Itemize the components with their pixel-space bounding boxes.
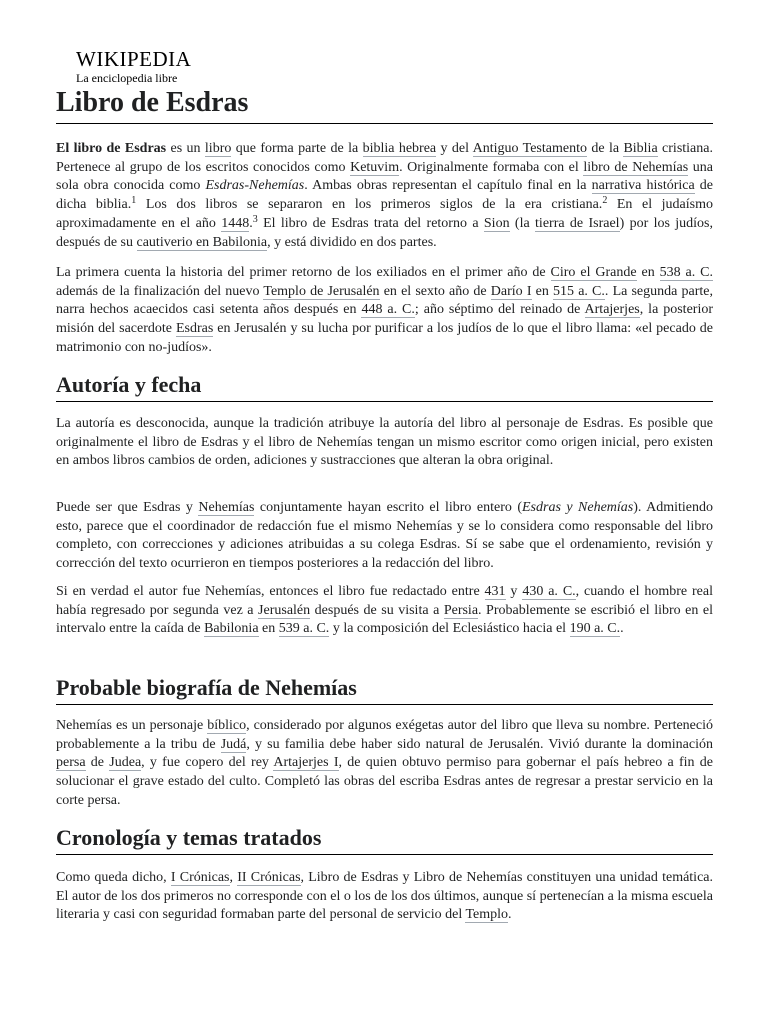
article-link[interactable]: Babilonia — [204, 621, 259, 637]
text-run: Nehemías es un personaje — [56, 718, 208, 733]
text-run: En el judaísmo aproximadamente en el año — [56, 197, 713, 231]
article-link[interactable]: Templo de Jerusalén — [263, 283, 380, 299]
article-link[interactable]: libro — [204, 141, 232, 156]
text-run: . Probablemente se escribió el libro en el intervalo entre la caída de — [56, 602, 713, 637]
article-link[interactable]: tierra de Israel — [535, 215, 620, 231]
reference-marker[interactable]: 3 — [252, 213, 258, 225]
text-run: en — [258, 621, 279, 637]
article-link[interactable]: Jerusalén — [258, 602, 311, 618]
text-run: . — [249, 215, 253, 231]
article-link[interactable]: 538 a. C. — [659, 265, 714, 280]
text-run: , la posterior misión del sacerdote — [56, 302, 713, 337]
text-run: de — [85, 755, 110, 771]
text-run: . La segunda parte, narra hechos acaecidos casi setenta años después en — [56, 283, 713, 318]
article-link[interactable]: Esdras — [175, 321, 214, 337]
article-link[interactable]: Nehemías — [198, 500, 255, 515]
article-link[interactable]: 539 a. C. — [278, 621, 330, 637]
text-run: en el sexto año de — [379, 283, 491, 299]
text-run: El libro de Esdras trata del retorno a — [257, 215, 484, 231]
text-run: de dicha biblia. — [56, 178, 714, 213]
article-link[interactable]: 431 — [484, 584, 506, 599]
text-run: en — [531, 283, 554, 299]
article-link[interactable]: 190 a. C. — [569, 621, 621, 637]
text-run: , y su familia debe haber sido natural de Jerusalén. Vivió durante la dominación — [246, 736, 713, 752]
text-run: además de la finalización del nuevo — [56, 283, 264, 299]
text-run: ). Admitiendo esto, parece que el coordinador de redacción fue el mismo Nehemías y se lo considera como responsable del libro completo, con correcciones y adiciones atribuidas a su colega Esdras. Sí se sabe que el ordenamiento, revisión y corrección del texto ocurrieron en tiempos posteriores a la redacción del libro. — [56, 500, 714, 572]
text-run: , y fue copero del rey — [141, 755, 274, 771]
section-paragraph — [56, 415, 713, 471]
article-link[interactable]: biblia hebrea — [362, 141, 437, 156]
reference-marker[interactable]: 2 — [602, 195, 608, 207]
section-heading: Autoría y fecha — [56, 370, 713, 402]
text-run: , de quien obtuvo permiso para gobernar el país hebreo a fin de solucionar el grave estado del culto. Completó las obras del escriba Esdras antes de regresar a prestar servicio en la corte persa. — [56, 755, 713, 808]
bold-term: El libro de Esdras — [56, 141, 167, 156]
italic-term: Esdras y Nehemías — [522, 500, 634, 515]
text-run: conjuntamente hayan escrito el libro entero ( — [254, 500, 522, 515]
text-run: ; año séptimo del reinado de — [414, 302, 585, 318]
article-link[interactable]: persa — [56, 755, 86, 771]
text-run: , Libro de Esdras y Libro de Nehemías constituyen una unidad temática. El autor de los dos primeros no corresponde con el o los de los dos últimos, aunque sí pertenecían a la misma escuela literaria y casi con seguridad formaban parte del personal de servicio del — [56, 870, 714, 923]
text-run: de la — [586, 141, 624, 156]
text-run: que forma parte de la — [231, 141, 363, 156]
article-link[interactable]: Templo — [465, 907, 509, 923]
text-run: , y está dividido en dos partes. — [267, 234, 437, 250]
text-run: . Originalmente formaba con el — [399, 159, 584, 175]
section-biografia — [56, 673, 713, 705]
article-link[interactable]: 430 a. C. — [522, 584, 576, 599]
wikipedia-wordmark: WIKIPEDIA — [76, 47, 192, 71]
text-run: Puede ser que Esdras y — [56, 500, 199, 515]
text-run: (la — [509, 215, 536, 231]
article-link[interactable]: II Crónicas — [237, 870, 301, 885]
text-run: . — [508, 907, 512, 923]
page-title: Libro de Esdras — [56, 83, 713, 124]
section-heading: Probable biografía de Nehemías — [56, 673, 713, 705]
wikipedia-tagline: La enciclopedia libre — [76, 71, 178, 85]
text-run: Como queda dicho, — [56, 870, 171, 885]
text-run: cristiana. Pertenece al grupo de los escritos conocidos como — [56, 141, 713, 175]
text-run: en Jerusalén y su lucha por purificar a los judíos de lo que el libro llama: «el pecado de matrimonio con no-judíos». — [56, 321, 713, 355]
article-link[interactable]: Darío I — [490, 283, 532, 299]
wikipedia-logo[interactable] — [76, 48, 191, 85]
text-run: y la composición del Eclesiástico hacia el — [329, 621, 570, 637]
article-link[interactable]: Ketuvim — [350, 159, 400, 175]
text-run: . — [620, 621, 624, 637]
text-run: Los dos libros se separaron en los primeros siglos de la era cristiana. — [136, 197, 603, 213]
article-link[interactable]: 448 a. C. — [361, 302, 415, 318]
section-paragraph — [56, 583, 713, 639]
article-link[interactable]: cautiverio en Babilonia — [136, 234, 268, 250]
text-run: , — [229, 870, 238, 885]
text-run: Si en verdad el autor fue Nehemías, entonces el libro fue redactado entre — [56, 584, 485, 599]
italic-term: Esdras-Nehemías — [205, 178, 305, 194]
article-link[interactable]: Artajerjes I — [273, 755, 339, 771]
text-run: . Ambas obras representan el capítulo final en la — [304, 178, 592, 194]
section-paragraph — [56, 499, 713, 574]
section-paragraph — [56, 869, 713, 925]
article-link[interactable]: Antiguo Testamento — [472, 141, 587, 156]
text-run: La primera cuenta la historia del primer retorno de los exiliados en el primer año de — [56, 265, 551, 280]
section-heading: Cronología y temas tratados — [56, 823, 713, 855]
text-run: y del — [436, 141, 473, 156]
text-run: La autoría es desconocida, aunque la tradición atribuye la autoría del libro al personaje de Esdras. Es posible que originalmente el libro de Esdras y el libro de Nehemías tengan un mismo escritor como origen inicial, pero existen en ambos libros cambios de orden, adiciones y sustracciones que alteran la obra original. — [56, 416, 713, 469]
text-run: ) por los judíos, después de su — [56, 215, 714, 250]
text-run: en — [636, 265, 660, 280]
section-cronologia — [56, 823, 713, 855]
article-link[interactable]: Biblia — [623, 141, 658, 156]
article-link[interactable]: libro de Nehemías — [583, 159, 689, 175]
text-run: y — [505, 584, 523, 599]
text-run: es un — [166, 141, 205, 156]
article-link[interactable]: Judá — [220, 736, 247, 752]
article-link[interactable]: Judea — [109, 755, 142, 771]
intro-paragraph-1 — [56, 140, 713, 252]
reference-marker[interactable]: 1 — [131, 195, 137, 207]
article-link[interactable]: Sion — [483, 215, 510, 231]
section-autoria — [56, 370, 713, 402]
intro-paragraph-2 — [56, 264, 713, 358]
article-link[interactable]: Persia — [443, 602, 479, 618]
text-run: , considerado por algunos exégetas autor del libro que lleva su nombre. Perteneció probablemente a la tribu de — [56, 718, 713, 752]
text-run: después de su visita a — [310, 602, 444, 618]
article-link[interactable]: bíblico — [207, 718, 247, 733]
article-link[interactable]: Artajerjes — [584, 302, 640, 318]
article-link[interactable]: 515 a. C. — [553, 283, 605, 299]
article-link[interactable]: Ciro el Grande — [550, 265, 637, 280]
article-link[interactable]: 1448 — [221, 215, 250, 231]
article-link[interactable]: narrativa histórica — [591, 178, 695, 194]
text-run: una sola obra conocida como — [56, 159, 714, 194]
section-paragraph — [56, 717, 713, 811]
article-link[interactable]: I Crónicas — [170, 870, 230, 885]
text-run: , cuando el hombre real había regresado por segunda vez a — [56, 584, 714, 618]
